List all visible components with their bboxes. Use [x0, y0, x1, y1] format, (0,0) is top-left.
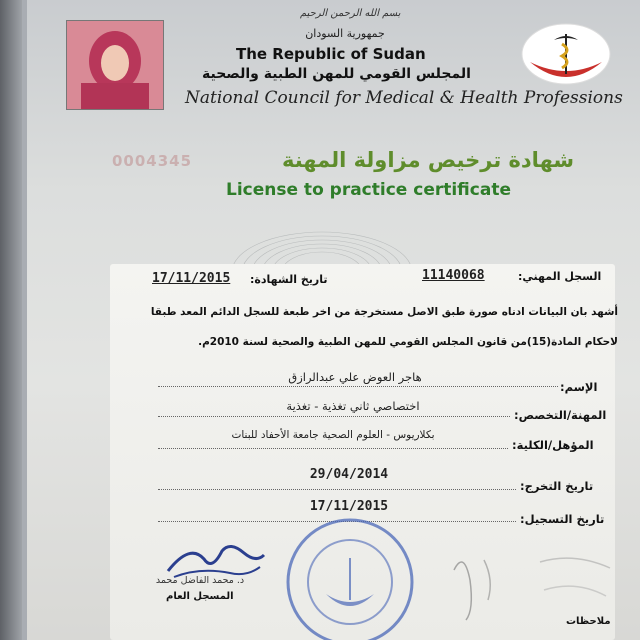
- registration-date-label: تاريخ التسجيل:: [520, 512, 605, 526]
- name-value: هاجر العوض علي عبدالرازق: [288, 370, 422, 384]
- certificate-date-value: 17/11/2015: [152, 271, 231, 286]
- holder-photo: [66, 20, 164, 110]
- graduation-date-label: تاريخ التخرج:: [520, 479, 594, 493]
- registration-number-label: السجل المهني:: [518, 270, 602, 283]
- country-name-english: The Republic of Sudan: [236, 45, 426, 63]
- registration-date-value: 17/11/2015: [309, 499, 389, 514]
- certificate-date-label: تاريخ الشهادة:: [250, 273, 328, 286]
- country-name-arabic: جمهورية السودان: [305, 27, 385, 40]
- qualification-underline: [158, 448, 508, 449]
- profession-value: اختصاصي ثاني تغذية - تغذية: [286, 399, 420, 413]
- council-name-english: National Council for Medical & Health Professions: [185, 88, 623, 108]
- name-underline: [158, 386, 558, 387]
- portrait-image: [67, 21, 163, 109]
- profession-label: المهنة/التخصص:: [514, 408, 607, 422]
- certification-statement-line-2: لاحكام المادة(15)من قانون المجلس القومي للمهن الطبية والصحية لسنة 2010م.: [198, 336, 618, 348]
- document-fold: [22, 0, 27, 640]
- notes-label: ملاحظات: [566, 616, 611, 627]
- profession-underline: [158, 416, 510, 417]
- council-logo: [518, 22, 614, 86]
- registration-number-value: 11140068: [422, 268, 485, 283]
- basmala-text: بسم الله الرحمن الرحيم: [300, 8, 401, 19]
- council-name-arabic: المجلس القومي للمهن الطبية والصحية: [202, 66, 471, 82]
- registrar-title: المسجل العام: [166, 591, 234, 602]
- certification-statement-line-1: أشهد بان البيانات ادناه صورة طبق الاصل مستخرجة من اخر طبعة للسجل الدائم المعد طبقا: [150, 306, 618, 318]
- serial-number: 0004345: [112, 152, 193, 170]
- council-stamp: [282, 514, 418, 640]
- qualification-label: المؤهل/الكلية:: [512, 438, 594, 452]
- certificate-title-arabic: شهادة ترخيص مزاولة المهنة: [282, 148, 575, 172]
- qualification-value: بكلاريوس - العلوم الصحية جامعة الأحفاد للبنات: [231, 429, 435, 441]
- registrar-name: د. محمد الفاضل محمد: [155, 575, 245, 586]
- graduation-date-value: 29/04/2014: [309, 467, 389, 482]
- document-edge: [0, 0, 22, 640]
- name-label: الإسم:: [560, 380, 598, 394]
- graduation-date-underline: [158, 489, 516, 490]
- certificate-title-english: License to practice certificate: [226, 180, 511, 200]
